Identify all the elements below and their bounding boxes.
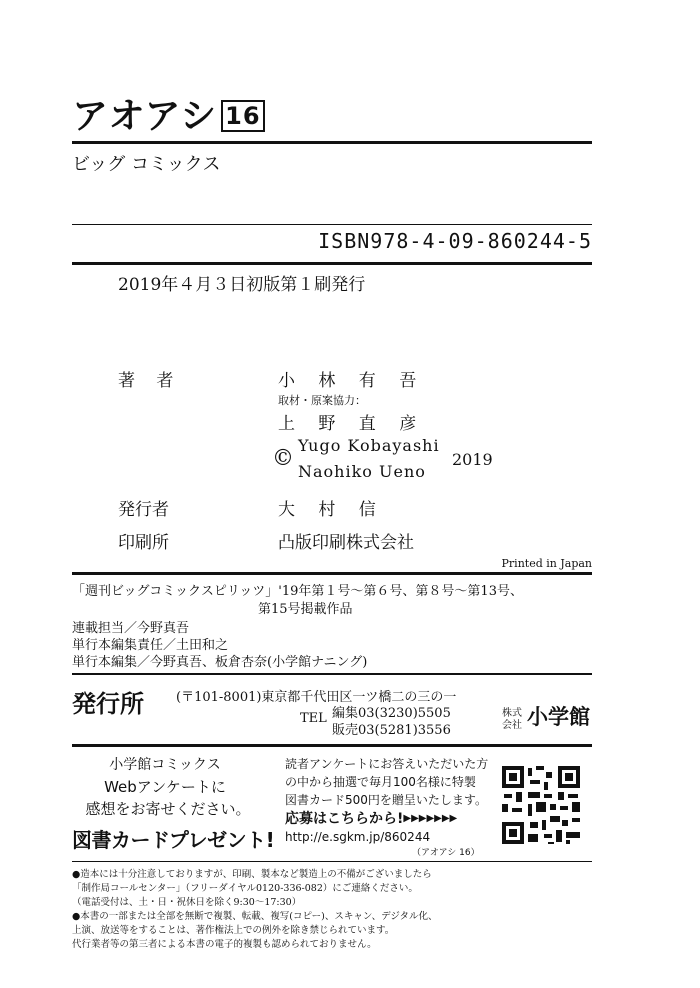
copyright-name-1: Yugo Kobayashi bbox=[298, 436, 440, 455]
campaign-line-2: Webアンケートに bbox=[104, 778, 226, 796]
title-text: アオアシ bbox=[72, 96, 218, 137]
campaign-url[interactable]: http://e.sgkm.jp/860244 bbox=[285, 830, 431, 844]
publisher-person-name: 大 村 信 bbox=[278, 500, 385, 520]
section-rule-2 bbox=[72, 673, 592, 675]
publisher-address: (〒101-8001)東京都千代田区一ツ橋二の三の一 bbox=[176, 690, 457, 705]
section-rule-1 bbox=[72, 572, 592, 575]
campaign-line-1: 小学館コミックス bbox=[109, 757, 221, 773]
publisher-person-label: 発行者 bbox=[118, 500, 169, 520]
first-edition: 2019年４月３日初版第１刷発行 bbox=[118, 275, 366, 295]
apply-label: 応募はこちらから! bbox=[285, 811, 404, 827]
campaign-code: （アオアシ 16） bbox=[412, 848, 480, 858]
campaign-desc-3: 図書カード500円を贈呈いたします。 bbox=[285, 793, 487, 807]
title-rule bbox=[72, 141, 592, 144]
section-rule-3 bbox=[72, 744, 592, 747]
section-rule-4 bbox=[72, 861, 592, 862]
staff-line-3: 単行本編集／今野真吾、板倉杏奈(小学館ナニング) bbox=[72, 655, 368, 670]
tel-label: TEL bbox=[300, 711, 327, 726]
note-line-2: 「制作局コールセンター」（フリーダイヤル0120-336-082）にご連絡ください。 bbox=[72, 883, 418, 894]
book-title bbox=[72, 88, 265, 139]
copyright-symbol: © bbox=[272, 446, 294, 471]
apply-text bbox=[285, 808, 457, 828]
arrows-icon: ▶▶▶▶▶▶▶ bbox=[403, 813, 458, 824]
printer-label: 印刷所 bbox=[118, 533, 169, 553]
campaign-desc-1: 読者アンケートにお答えいただいた方 bbox=[285, 757, 489, 771]
isbn-rule-top bbox=[72, 224, 592, 225]
author-label: 著 者 bbox=[118, 371, 182, 391]
volume-badge: 16 bbox=[221, 100, 264, 132]
note-line-4: ●本書の一部または全部を無断で複製、転載、複写(コピー)、スキャン、デジタル化、 bbox=[72, 911, 438, 922]
serialization-line-1: 「週刊ビッグコミックスピリッツ」'19年第１号～第６号、第８号～第13号、 bbox=[72, 584, 523, 599]
imprint: ビッグ コミックス bbox=[72, 154, 221, 175]
company-prefix-1: 株式 bbox=[502, 708, 522, 719]
staff-line-2: 単行本編集責任／土田和之 bbox=[72, 638, 229, 653]
coop-label: 取材・原案協力： bbox=[278, 394, 366, 407]
qr-code-icon[interactable] bbox=[500, 764, 582, 846]
printed-in: Printed in Japan bbox=[501, 557, 592, 570]
author-name: 小 林 有 吾 bbox=[278, 371, 426, 391]
printer-name: 凸版印刷株式会社 bbox=[278, 533, 414, 553]
company-prefix-2: 会社 bbox=[502, 720, 522, 731]
tel-edit: 編集03(3230)5505 bbox=[332, 706, 451, 721]
staff-line-1: 連載担当／今野真吾 bbox=[72, 621, 190, 636]
isbn: ISBN978-4-09-860244-5 bbox=[318, 229, 592, 253]
note-line-5: 上演、放送等をすることは、著作権法上での例外を除き禁じられています。 bbox=[72, 925, 395, 936]
note-line-1: ●造本には十分注意しておりますが、印刷、製本など製造上の不備がございましたら bbox=[72, 869, 432, 880]
campaign-line-3: 感想をお寄せください。 bbox=[85, 800, 251, 818]
publisher-label: 発行所 bbox=[72, 690, 144, 718]
serialization-line-2: 第15号掲載作品 bbox=[258, 602, 353, 617]
campaign-banner: 図書カードプレゼント! bbox=[72, 828, 275, 852]
copyright-name-2: Naohiko Ueno bbox=[298, 462, 426, 481]
note-line-3: （電話受付は、土・日・祝休日を除く9:30～17:30） bbox=[72, 897, 302, 908]
isbn-rule-bottom bbox=[72, 262, 592, 265]
company-name: 小学館 bbox=[527, 705, 590, 729]
note-line-6: 代行業者等の第三者による本書の電子的複製も認められておりません。 bbox=[72, 939, 377, 950]
campaign-desc-2: の中から抽選で毎月100名様に特製 bbox=[285, 775, 476, 789]
copyright-year: 2019 bbox=[452, 450, 493, 469]
coop-name: 上 野 直 彦 bbox=[278, 414, 426, 434]
tel-sales: 販売03(5281)3556 bbox=[332, 723, 451, 738]
